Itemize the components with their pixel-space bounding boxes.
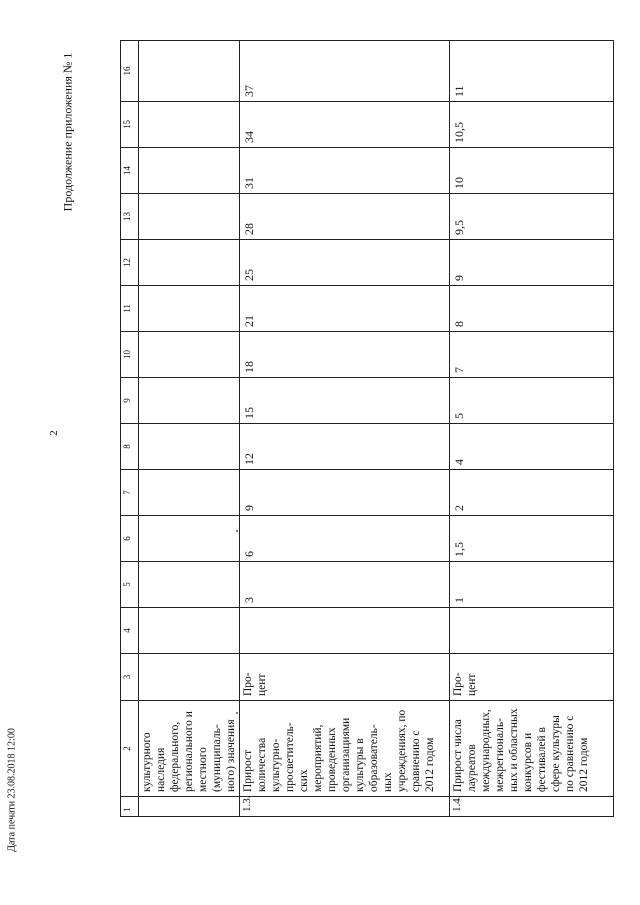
header-cell: 16	[121, 41, 139, 102]
header-cell: 3	[121, 654, 139, 701]
header-cell: 10	[121, 332, 139, 378]
header-cell: 13	[121, 194, 139, 240]
value-cell: 1	[450, 562, 614, 608]
header-cell: 4	[121, 608, 139, 654]
value-cell	[139, 516, 240, 562]
rotated-table-container	[120, 47, 614, 817]
value-cell: 6	[240, 516, 450, 562]
indicator-name: Прирост числа лауреатов международных, межрегиональ-ных и областных конкурсов и фестивалей в сфере культуры по сравнению с 2012 годом	[450, 701, 614, 797]
value-cell: 34	[240, 102, 450, 148]
value-cell: 11	[450, 41, 614, 102]
header-cell: 11	[121, 286, 139, 332]
value-cell: 12	[240, 424, 450, 470]
value-cell	[139, 332, 240, 378]
header-row	[121, 41, 139, 817]
value-cell	[139, 608, 240, 654]
value-cell	[139, 148, 240, 194]
value-cell: 9	[240, 470, 450, 516]
indicator-name: Прирост количества культурно-просветитель-ских мероприятий, проведенных организациями культуры в образователь-ных учреждениях, по сравнению с 2012 годом	[240, 701, 450, 797]
value-cell	[139, 102, 240, 148]
value-cell: 5	[450, 378, 614, 424]
row-number: 1.3.	[240, 797, 450, 817]
value-cell: 25	[240, 240, 450, 286]
header-cell: 14	[121, 148, 139, 194]
value-cell: 8	[450, 286, 614, 332]
value-cell: 31	[240, 148, 450, 194]
row-number: 1.4.	[450, 797, 614, 817]
unit-cell: Про-цент	[240, 654, 450, 701]
header-cell: 6	[121, 516, 139, 562]
unit-cell	[139, 654, 240, 701]
value-cell	[139, 562, 240, 608]
value-cell	[450, 608, 614, 654]
value-cell	[139, 424, 240, 470]
value-cell	[139, 240, 240, 286]
header-cell: 9	[121, 378, 139, 424]
value-cell: 18	[240, 332, 450, 378]
header-cell: 8	[121, 424, 139, 470]
header-cell: 5	[121, 562, 139, 608]
header-cell: 15	[121, 102, 139, 148]
value-cell: 1,5	[450, 516, 614, 562]
value-cell	[139, 286, 240, 332]
appendix-caption: Продолжение приложения № 1	[60, 52, 75, 212]
value-cell: 21	[240, 286, 450, 332]
header-cell: 1	[121, 797, 139, 817]
table-row	[240, 41, 450, 817]
value-cell: 28	[240, 194, 450, 240]
header-cell: 12	[121, 240, 139, 286]
value-cell: 15	[240, 378, 450, 424]
value-cell: 7	[450, 332, 614, 378]
header-cell: 7	[121, 470, 139, 516]
value-cell: 3	[240, 562, 450, 608]
value-cell	[139, 378, 240, 424]
value-cell	[139, 41, 240, 102]
row-number	[139, 797, 240, 817]
value-cell: 9,5	[450, 194, 614, 240]
value-cell	[139, 470, 240, 516]
value-cell: 4	[450, 424, 614, 470]
value-cell: 9	[450, 240, 614, 286]
indicator-name: культурного наследия федерального, регионального и местного (муниципаль-ного) значения	[139, 701, 240, 797]
print-date: Дата печати 23.08.2018 12:00	[6, 728, 18, 852]
header-cell: 2	[121, 701, 139, 797]
value-cell	[139, 194, 240, 240]
page-number: 2	[47, 430, 60, 436]
value-cell: 37	[240, 41, 450, 102]
value-cell: 2	[450, 470, 614, 516]
value-cell	[240, 608, 450, 654]
indicator-table	[120, 40, 614, 817]
table-row	[139, 41, 240, 817]
unit-cell: Про-цент	[450, 654, 614, 701]
value-cell: 10,5	[450, 102, 614, 148]
value-cell: 10	[450, 148, 614, 194]
table-row	[450, 41, 614, 817]
